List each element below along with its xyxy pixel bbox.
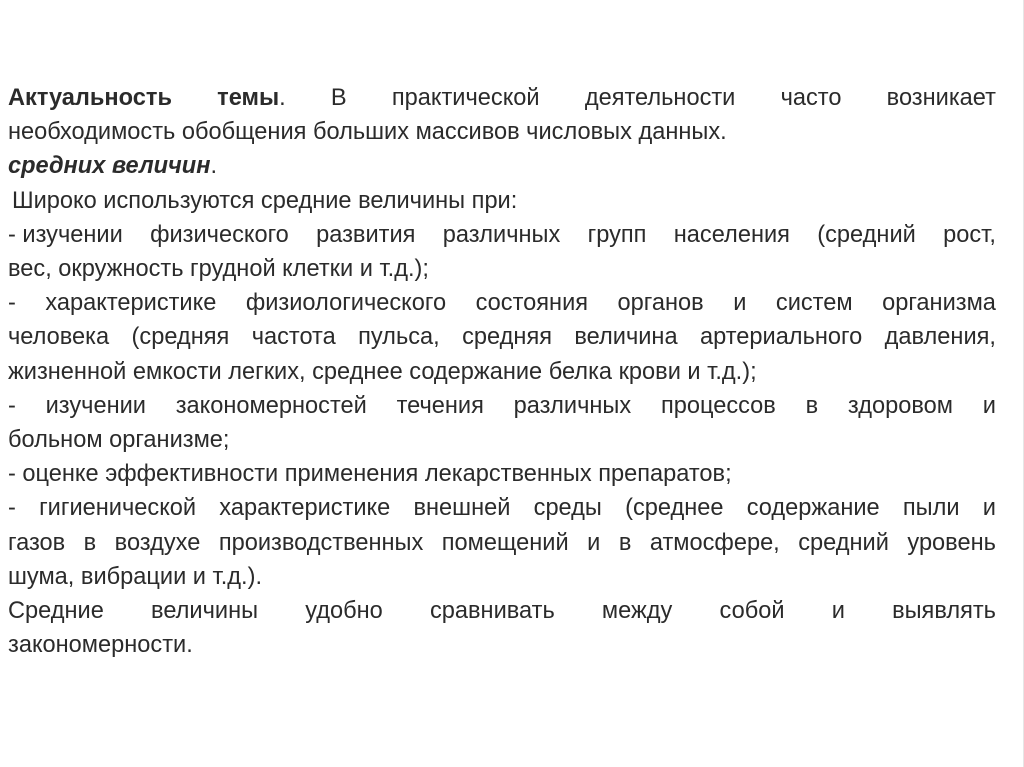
word: воздухе [114, 529, 201, 556]
word: собой [719, 598, 785, 625]
title-word-2: темы [217, 85, 280, 111]
word: населения [673, 221, 790, 248]
p1-word-3: В [330, 85, 347, 111]
word: различных [442, 221, 561, 248]
item1-line2: вес, окружность грудной клетки и т.д.); [8, 256, 429, 283]
word: в [83, 529, 97, 556]
item2-line1 [8, 286, 996, 320]
word: - [8, 392, 16, 419]
word: между [601, 598, 673, 625]
word: изучении [45, 392, 146, 419]
word: среды [533, 495, 602, 522]
word: различных [513, 392, 632, 419]
word: - [8, 290, 16, 317]
emphasis-text: средних величин [8, 153, 211, 180]
word: развития [316, 221, 416, 248]
word: содержание [746, 495, 880, 522]
word: величина [574, 324, 678, 351]
word: состояния [475, 290, 589, 317]
paragraph1-line1 [8, 81, 996, 115]
word: газов [8, 529, 66, 556]
p1-word-6: часто [780, 85, 842, 111]
title-word-1: Актуальность [8, 85, 172, 111]
word: организма [882, 290, 996, 317]
word: артериального [700, 324, 863, 351]
title-word-2-wrap: темы. [217, 85, 286, 111]
word: удобно [305, 598, 383, 625]
word: - изучении [8, 221, 123, 248]
word: и [982, 392, 996, 419]
p1-word-5: деятельности [584, 85, 736, 111]
word: рост, [943, 221, 996, 248]
emphasis-tail: . [210, 153, 218, 180]
word: здоровом [847, 392, 953, 419]
word: - [8, 495, 16, 522]
item2-line3: жизненной емкости легких, среднее содержание белка крови и т.д.); [8, 358, 757, 385]
word: (средняя [131, 324, 230, 351]
word: частота [251, 324, 336, 351]
word: средняя [462, 324, 552, 351]
word: физического [150, 221, 289, 248]
word: выявлять [892, 598, 996, 625]
word: течения [396, 392, 484, 419]
word: и [733, 290, 747, 317]
word: Средние [8, 598, 104, 625]
word: величины [151, 598, 259, 625]
word: в [618, 529, 632, 556]
p1-word-4: практической [391, 85, 540, 111]
word: систем [775, 290, 853, 317]
item1-line1 [8, 218, 996, 252]
word: внешней [413, 495, 511, 522]
word: характеристике [45, 290, 217, 317]
item5-line3: шума, вибрации и т.д.). [8, 563, 263, 590]
item3-line1 [8, 389, 996, 423]
word: органов [617, 290, 704, 317]
word: пыли [902, 495, 960, 522]
word: человека [8, 324, 110, 351]
word: давления, [884, 324, 996, 351]
item3-line2: больном организме; [8, 427, 230, 454]
item2-line2 [8, 320, 996, 354]
word: пульса, [358, 324, 440, 351]
conclusion-line1 [8, 594, 996, 628]
word: помещений [441, 529, 569, 556]
word: уровень [907, 529, 996, 556]
word: процессов [660, 392, 776, 419]
item5-line1 [8, 491, 996, 525]
word: (средний [817, 221, 916, 248]
word: сравнивать [429, 598, 555, 625]
word: средний [798, 529, 889, 556]
word: физиологического [245, 290, 447, 317]
conclusion-line2: закономерности. [8, 632, 193, 659]
p1-word-7: возникает [886, 85, 996, 111]
paragraph1-line2: необходимость обобщения больших массивов числовых данных. [8, 119, 727, 146]
word: производственных [218, 529, 424, 556]
intro-line: Широко используются средние величины при: [12, 187, 518, 214]
word: (среднее [625, 495, 724, 522]
word: закономерностей [175, 392, 367, 419]
word: и [831, 598, 845, 625]
item5-line2 [8, 526, 996, 560]
word: характеристике [219, 495, 391, 522]
item4-line1: - оценке эффективности применения лекарственных препаратов; [8, 461, 732, 488]
word: в [805, 392, 819, 419]
slide-text-body [8, 81, 996, 662]
word: атмосфере, [649, 529, 780, 556]
paragraph1-line3 [8, 149, 996, 183]
word: групп [587, 221, 647, 248]
word: гигиенической [39, 495, 197, 522]
word: и [982, 495, 996, 522]
word: и [587, 529, 601, 556]
